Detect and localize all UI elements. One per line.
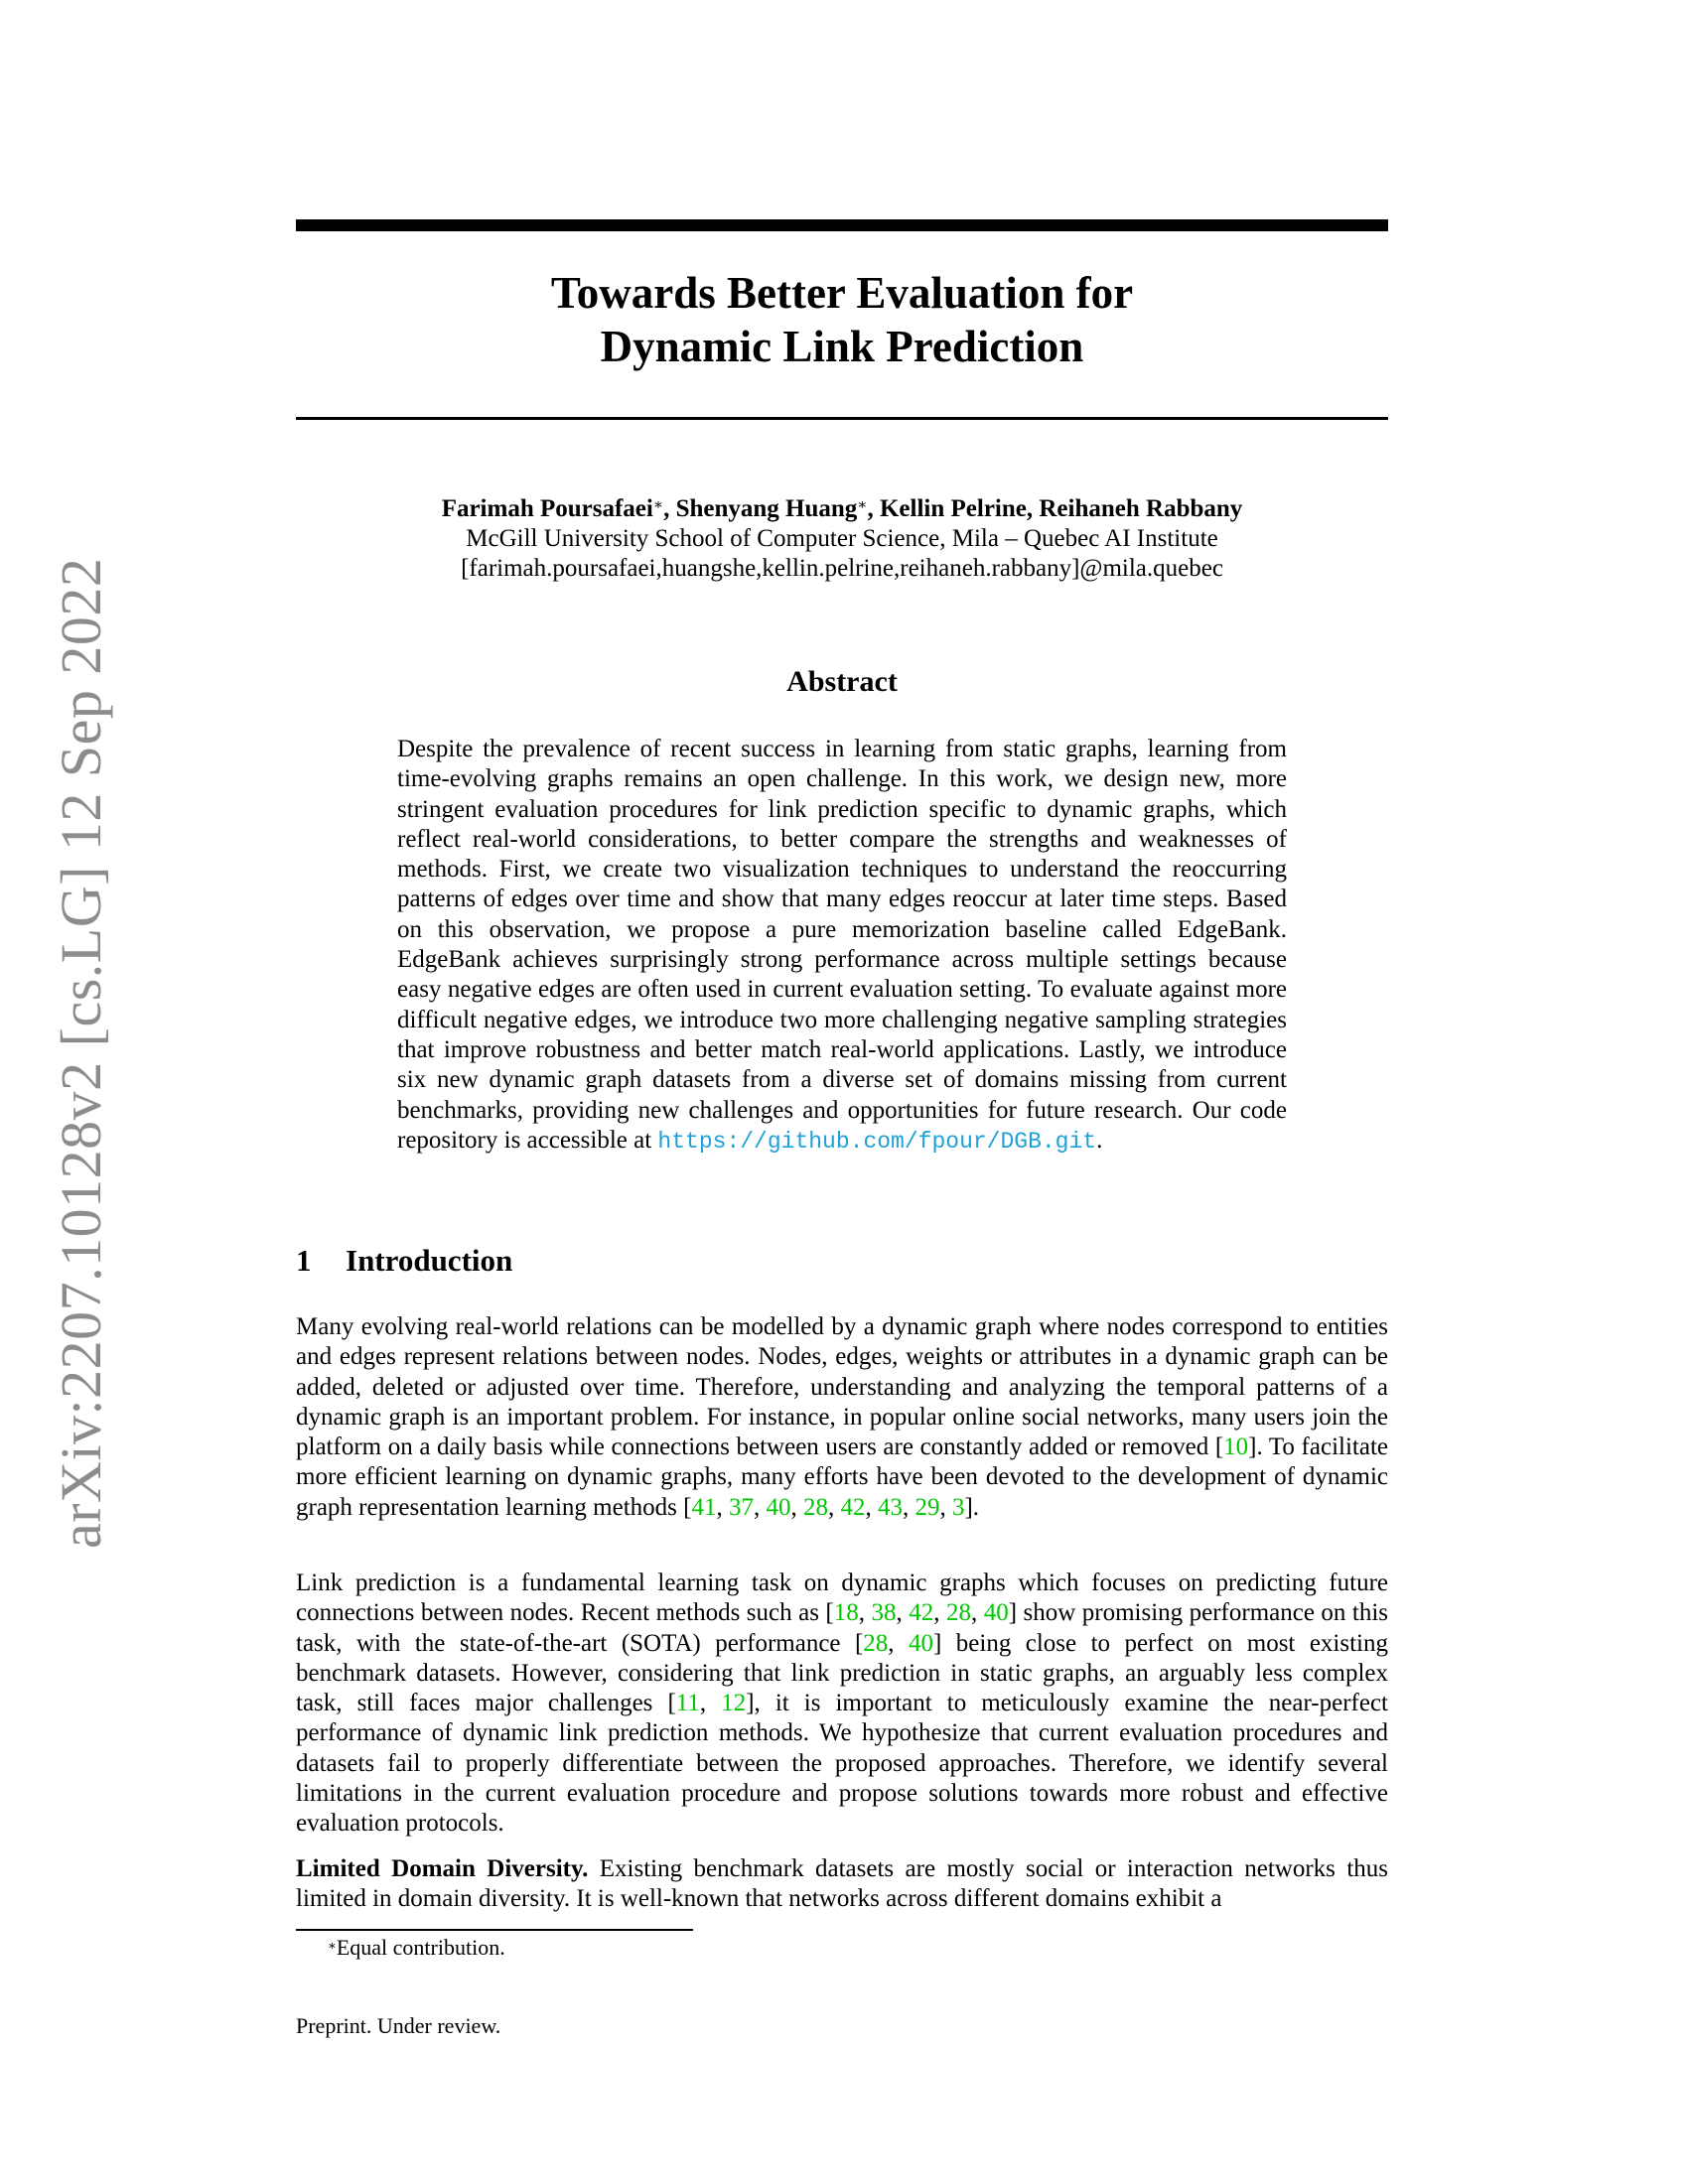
author-1: Farimah Poursafaei [441, 495, 653, 522]
citation-link[interactable]: 42 [909, 1599, 934, 1627]
author-2: Shenyang Huang [675, 495, 858, 522]
paper-title [296, 266, 1388, 373]
citation-link[interactable]: 28 [802, 1493, 828, 1521]
citation-link[interactable]: 38 [871, 1599, 897, 1627]
citation-link[interactable]: 28 [945, 1599, 971, 1627]
citation-link[interactable]: 40 [909, 1629, 933, 1657]
preprint-notice: Preprint. Under review. [296, 2013, 501, 2038]
para-text: Existing benchmark datasets are mostly social or interaction networks thus limited in domain diversity. It is well-known that networks across different domains exhibit a [296, 1855, 1388, 1913]
citation-link[interactable]: 28 [863, 1629, 889, 1657]
citation-link[interactable]: 40 [766, 1493, 791, 1521]
author-emails: [farimah.poursafaei,huangshe,kellin.pelrine,reihaneh.rabbany]@mila.quebec [461, 555, 1223, 582]
affiliation: McGill University School of Computer Science, Mila – Quebec AI Institute [466, 525, 1218, 552]
abstract-text: Despite the prevalence of recent success in learning from static graphs, learning from time-evolving graphs remains an open challenge. In this work, we design new, more stringent evaluation procedures for link prediction specific to dynamic graphs, which reflect real-world considerations, to better compare the strengths and weaknesses of methods. First, we create two visualization techniques to understand the reoccurring patterns of edges over time and show that many edges reoccur at later time steps. Based on this observation, we propose a pure memorization baseline called EdgeBank. EdgeBank achieves surprisingly strong performance across multiple settings because easy negative edges are often used in current evaluation setting. To evaluate against more difficult negative edges, we introduce two more challenging negative sampling strategies that improve robustness and better match real-world applications. Lastly, we introduce six new dynamic graph datasets from a diverse set of domains missing from current benchmarks, providing new challenges and opportunities for future research. Our code repository is accessible at [397, 736, 1287, 1154]
citation-link[interactable]: 43 [877, 1493, 903, 1521]
citation-link[interactable]: 41 [691, 1493, 717, 1521]
abstract-end: . [1096, 1126, 1103, 1154]
intro-paragraph-1: Many evolving real-world relations can be modelled by a dynamic graph where nodes correspond to entities and edges represent relations between nodes. Nodes, edges, weights or attributes in a dynamic graph can be added, deleted or adjusted over time. Therefore, understanding and analyzing the temporal patterns of a dynamic graph is an important problem. For instance, in popular online social networks, many users join the platform on a daily basis while connections between users are constantly added or removed [10]. To facilitate more efficient learning on dynamic graphs, many efforts have been devoted to the development of dynamic graph representation learning methods [41, 37, 40, 28, 42, 43, 29, 3]. [296, 1313, 1388, 1521]
para-text: ]. [964, 1493, 980, 1521]
equal-contribution-mark: ∗ [857, 497, 868, 513]
title-bottom-rule [296, 417, 1388, 420]
title-line-2: Dynamic Link Prediction [600, 322, 1084, 371]
title-line-1: Towards Better Evaluation for [550, 268, 1134, 318]
citation-link[interactable]: 11 [675, 1690, 700, 1717]
citation-link[interactable]: 29 [914, 1493, 940, 1521]
citation-link[interactable]: 12 [721, 1690, 747, 1717]
footnote [328, 1934, 505, 1962]
citation-link[interactable]: 10 [1223, 1433, 1249, 1461]
code-repository-link[interactable]: https://github.com/fpour/DGB.git [657, 1128, 1097, 1155]
section-title: Introduction [346, 1243, 513, 1278]
footnote-text: Equal contribution. [336, 1935, 505, 1960]
intro-paragraph-2: Link prediction is a fundamental learning task on dynamic graphs which focuses on predicting future connections between nodes. Recent methods such as [18, 38, 42, 28, 40] show promising performance on this task, with the state-of-the-art (SOTA) performance [28, 40] being close to perfect on most existing benchmark datasets. However, considering that link prediction in static graphs, an arguably less complex task, still faces major challenges [11, 12], it is important to meticulously examine the near-perfect performance of dynamic link prediction methods. We hypothesize that current evaluation procedures and datasets fail to properly differentiate between the proposed approaches. Therefore, we identify several limitations in the current evaluation procedure and propose solutions towards more robust and effective evaluation protocols. [296, 1570, 1389, 1838]
para-text: ]. To facilitate more efficient learning on dynamic graphs, many efforts have been devoted to the development of dynamic graph representation learning methods [ [296, 1433, 1388, 1521]
author-names: Farimah Poursafaei∗, Shenyang Huang∗, Kellin Pelrine, Reihaneh Rabbany [441, 495, 1243, 522]
intro-paragraph-3 [296, 1854, 1388, 1915]
para-text: ] being close to perfect on most existing benchmark datasets. However, considering that link prediction in static graphs, an arguably less complex task, still faces major challenges [ [296, 1629, 1388, 1717]
abstract-heading: Abstract [786, 665, 898, 698]
citation-link[interactable]: 18 [833, 1599, 859, 1627]
section-heading-introduction [296, 1243, 512, 1279]
para-text: ], it is important to meticulously examine the near-perfect performance of dynamic link prediction methods. We hypothesize that current evaluation procedures and datasets fail to properly differentiate between the proposed approaches. Therefore, we identify several limitations in the current evaluation procedure and propose solutions towards more robust and effective evaluation protocols. [296, 1690, 1388, 1838]
para-text: Many evolving real-world relations can be modelled by a dynamic graph where nodes correspond to entities and edges represent relations between nodes. Nodes, edges, weights or attributes in a dynamic graph can be added, deleted or adjusted over time. Therefore, understanding and analyzing the temporal patterns of a dynamic graph is an important problem. For instance, in popular online social networks, many users join the platform on a daily basis while connections between users are constantly added or removed [ [296, 1313, 1388, 1461]
para-text: ] show promising performance on this task, with the state-of-the-art (SOTA) performance [ [296, 1599, 1389, 1657]
author-block [296, 494, 1388, 584]
para-text: Link prediction is a fundamental learning task on dynamic graphs which focuses on predicting future connections between nodes. Recent methods such as [ [296, 1570, 1388, 1627]
author-3-4: Kellin Pelrine, Reihaneh Rabbany [879, 495, 1243, 522]
citation-link[interactable]: 42 [840, 1493, 866, 1521]
footnote-mark: ∗ [328, 1938, 337, 1953]
citation-link[interactable]: 3 [951, 1493, 965, 1521]
arxiv-identifier-stamp: arXiv:2207.10128v2 [cs.LG] 12 Sep 2022 [49, 557, 113, 1549]
abstract-body [397, 735, 1287, 1157]
title-top-rule [296, 219, 1388, 231]
paragraph-lead-heading: Limited Domain Diversity. [296, 1855, 589, 1882]
citation-link[interactable]: 40 [983, 1599, 1009, 1627]
footnote-rule [296, 1929, 693, 1931]
equal-contribution-mark: ∗ [652, 497, 664, 513]
section-number: 1 [296, 1243, 312, 1278]
citation-link[interactable]: 37 [728, 1493, 754, 1521]
